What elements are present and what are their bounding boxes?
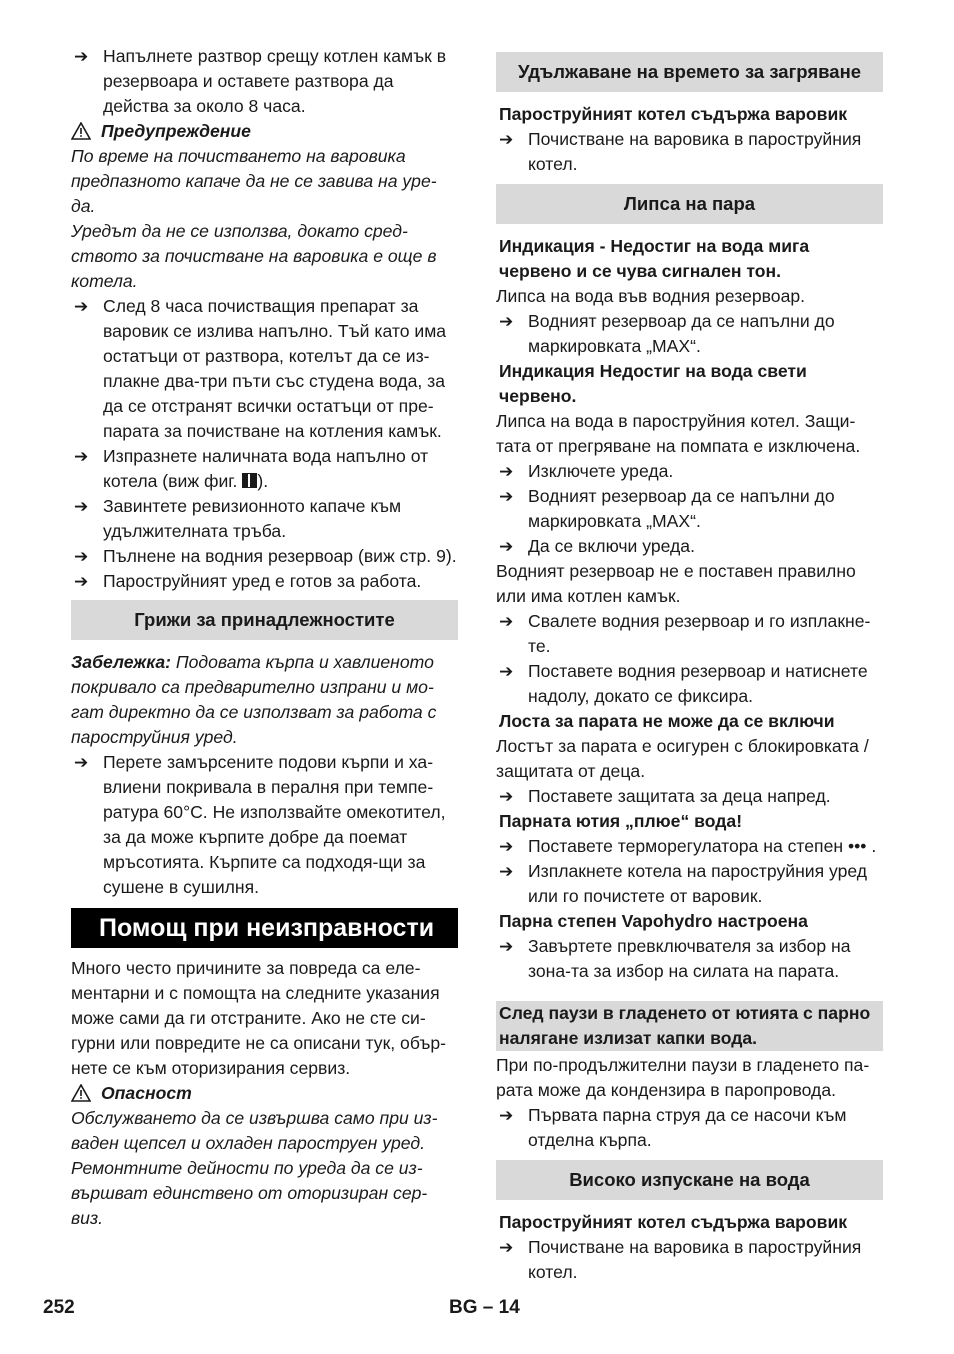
step-text: Поставете терморегулатора на степен ••• . xyxy=(528,836,877,856)
arrow-icon: ➔ xyxy=(499,787,514,806)
figure-reference-icon xyxy=(242,473,257,488)
step-text: Да се включи уреда. xyxy=(528,536,695,556)
step-text: Почистване на варовика в пароструйния котел. xyxy=(528,1237,862,1282)
step-switch-off xyxy=(496,459,883,484)
arrow-icon: ➔ xyxy=(74,447,89,466)
arrow-icon: ➔ xyxy=(74,572,89,591)
subheading: Индикация Недостиг на вода свети червено. xyxy=(499,361,807,406)
step-child-lock xyxy=(496,784,883,809)
arrow-icon: ➔ xyxy=(499,1106,514,1125)
step-text: Поставете водния резервоар и натиснете надолу, докато се фиксира. xyxy=(528,661,868,706)
arrow-icon: ➔ xyxy=(74,753,89,772)
step-text: Свалете водния резервоар и го изплакне-те. xyxy=(528,611,871,656)
arrow-icon: ➔ xyxy=(74,497,89,516)
step-text: Пароструйният уред е готов за работа. xyxy=(103,571,422,591)
step-rinse-boiler xyxy=(71,294,458,444)
subheading: Индикация - Недостиг на вода мига червено и се чува сигнален тон. xyxy=(499,236,810,281)
section-care-heading: Грижи за принадлежностите xyxy=(71,600,458,640)
arrow-icon: ➔ xyxy=(74,47,89,66)
subheading: Лоста за парата не може да се включи xyxy=(499,711,835,731)
step-remove-tank xyxy=(496,609,883,659)
step-text: Водният резервоар да се напълни до маркировката „MAX“. xyxy=(528,311,835,356)
page-number: 252 xyxy=(43,1297,75,1318)
step-text: Напълнете разтвор срещу котлен камък в резервоара и оставете разтвора да действа за около 8 часа. xyxy=(103,46,447,116)
step-screw-cap xyxy=(71,494,458,544)
arrow-icon: ➔ xyxy=(74,547,89,566)
danger-heading xyxy=(71,1081,458,1106)
section-no-steam-heading: Липса на пара xyxy=(496,184,883,224)
step-text: Почистване на варовика в пароструйния котел. xyxy=(528,129,862,174)
cause-text: Водният резервоар не е поставен правилно или има котлен камък. xyxy=(496,561,856,606)
step-text-part: Изпразнете наличната вода напълно от котела (виж фиг. xyxy=(103,446,429,491)
warning-triangle-icon xyxy=(71,1084,93,1103)
step-text: Завинтете ревизионното капаче към удължителната тръба. xyxy=(103,496,402,541)
subheading: Пароструйният котел съдържа варовик xyxy=(499,104,848,124)
note-paragraph xyxy=(71,650,458,750)
step-text: Поставете защитата за деца напред. xyxy=(528,786,831,806)
step-text: Изплакнете котела на пароструйния уред или го почистете от варовик. xyxy=(528,861,868,906)
section-high-water-heading: Високо изпускане на вода xyxy=(496,1160,883,1200)
arrow-icon: ➔ xyxy=(499,487,514,506)
cause-text: Липса на вода във водния резервоар. xyxy=(496,286,806,306)
section-pause-heading: След паузи в гладенето от ютията с парно налягане излизат капки вода. xyxy=(496,1001,883,1051)
warning-title: Предупреждение xyxy=(101,121,251,141)
step-descale xyxy=(496,127,883,177)
step-turn-selector xyxy=(496,934,883,984)
step-descale xyxy=(496,1235,883,1285)
step-text: Първата парна струя да се насочи към отделна кърпа. xyxy=(528,1105,847,1150)
subheading: Пароструйният котел съдържа варовик xyxy=(499,1212,848,1232)
step-text xyxy=(103,444,458,494)
warning-heading xyxy=(71,119,458,144)
step-switch-on xyxy=(496,534,883,559)
step-rinse-boiler xyxy=(496,859,883,909)
step-text: Изключете уреда. xyxy=(528,461,674,481)
right-column xyxy=(496,44,883,1285)
note-text: Подовата кърпа и хавлиеното покривало са предварително изпрани и мо-гат директно да се използват за работа с пароструйния уред. xyxy=(71,652,437,747)
step-text: Завъртете превключвателя за избор на зона-та за избор на силата на парата. xyxy=(528,936,851,981)
arrow-icon: ➔ xyxy=(74,297,89,316)
danger-text: Обслужването да се извършва само при из-ваден щепсел и охладен пароструен уред. Ремонтните дейности по уреда да се из-вършват единствено от оторизиран сер-виз. xyxy=(71,1108,438,1228)
step-empty-water xyxy=(71,444,458,494)
arrow-icon: ➔ xyxy=(499,537,514,556)
step-text: Пълнене на водния резервоар (виж стр. 9). xyxy=(103,546,457,566)
arrow-icon: ➔ xyxy=(499,837,514,856)
step-fill-descaler xyxy=(71,44,458,119)
section-troubleshooting-title: Помощ при неизправности xyxy=(71,908,458,948)
arrow-icon: ➔ xyxy=(499,662,514,681)
arrow-icon: ➔ xyxy=(499,1238,514,1257)
cause-text: При по-продължителни паузи в гладенето па-рата може да кондензира в паропровода. xyxy=(496,1055,870,1100)
step-wash-cloths xyxy=(71,750,458,900)
step-text: Водният резервоар да се напълни до маркировката „MAX“. xyxy=(528,486,835,531)
step-fill-tank xyxy=(71,544,458,569)
arrow-icon: ➔ xyxy=(499,937,514,956)
subheading: Парна степен Vapohydro настроена xyxy=(499,911,808,931)
step-text-part: ). xyxy=(257,471,269,491)
subheading: Парната ютия „плюе“ вода! xyxy=(499,811,743,831)
arrow-icon: ➔ xyxy=(499,612,514,631)
warning-text: По време на почистването на варовика предпазното капаче да не се завива на уре-да. xyxy=(71,146,437,216)
section-heating-time-heading: Удължаване на времето за загряване xyxy=(496,52,883,92)
step-text: Перете замърсените подови кърпи и ха-влиени покривала в пералня при темпе-ратура 60°C. Не използвайте омекотител, за да може кърпите добре да поемат мръсотията. Кърпите са подходя-щи за сушене в сушилня. xyxy=(103,752,446,897)
help-intro: Много често причините за повреда са еле-ментарни и с помощта на следните указания може сами да ги отстраните. Ако не сте си-гурни или повредите не са описани тук, обър-нете се към оторизирания сервиз. xyxy=(71,958,446,1078)
arrow-icon: ➔ xyxy=(499,862,514,881)
step-ready xyxy=(71,569,458,594)
step-fill-tank-max xyxy=(496,309,883,359)
page-label: BG – 14 xyxy=(449,1297,520,1318)
arrow-icon: ➔ xyxy=(499,130,514,149)
arrow-icon: ➔ xyxy=(499,312,514,331)
cause-text: Липса на вода в пароструйния котел. Защи-тата от прегряване на помпата е изключена. xyxy=(496,411,861,456)
cause-text: Лостът за парата е осигурен с блокировката / защитата от деца. xyxy=(496,736,869,781)
note-label: Забележка: xyxy=(71,652,171,672)
warning-triangle-icon xyxy=(71,122,93,141)
step-thermostat xyxy=(496,834,883,859)
step-insert-tank xyxy=(496,659,883,709)
left-column xyxy=(71,44,458,1231)
warning-text: Уредът да не се използва, докато сред-ството за почистване на варовика е още в котела. xyxy=(71,221,437,291)
step-first-steam xyxy=(496,1103,883,1153)
arrow-icon: ➔ xyxy=(499,462,514,481)
danger-title: Опасност xyxy=(101,1083,192,1103)
step-fill-tank-max xyxy=(496,484,883,534)
step-text: След 8 часа почистващия препарат за варовик се излива напълно. Тъй като има остатъци от разтвора, котелът да се из-плакне два-три пъти със студена вода, за да се отстранят всички остатъци от пре-парата за почистване на котления камък. xyxy=(103,296,447,441)
